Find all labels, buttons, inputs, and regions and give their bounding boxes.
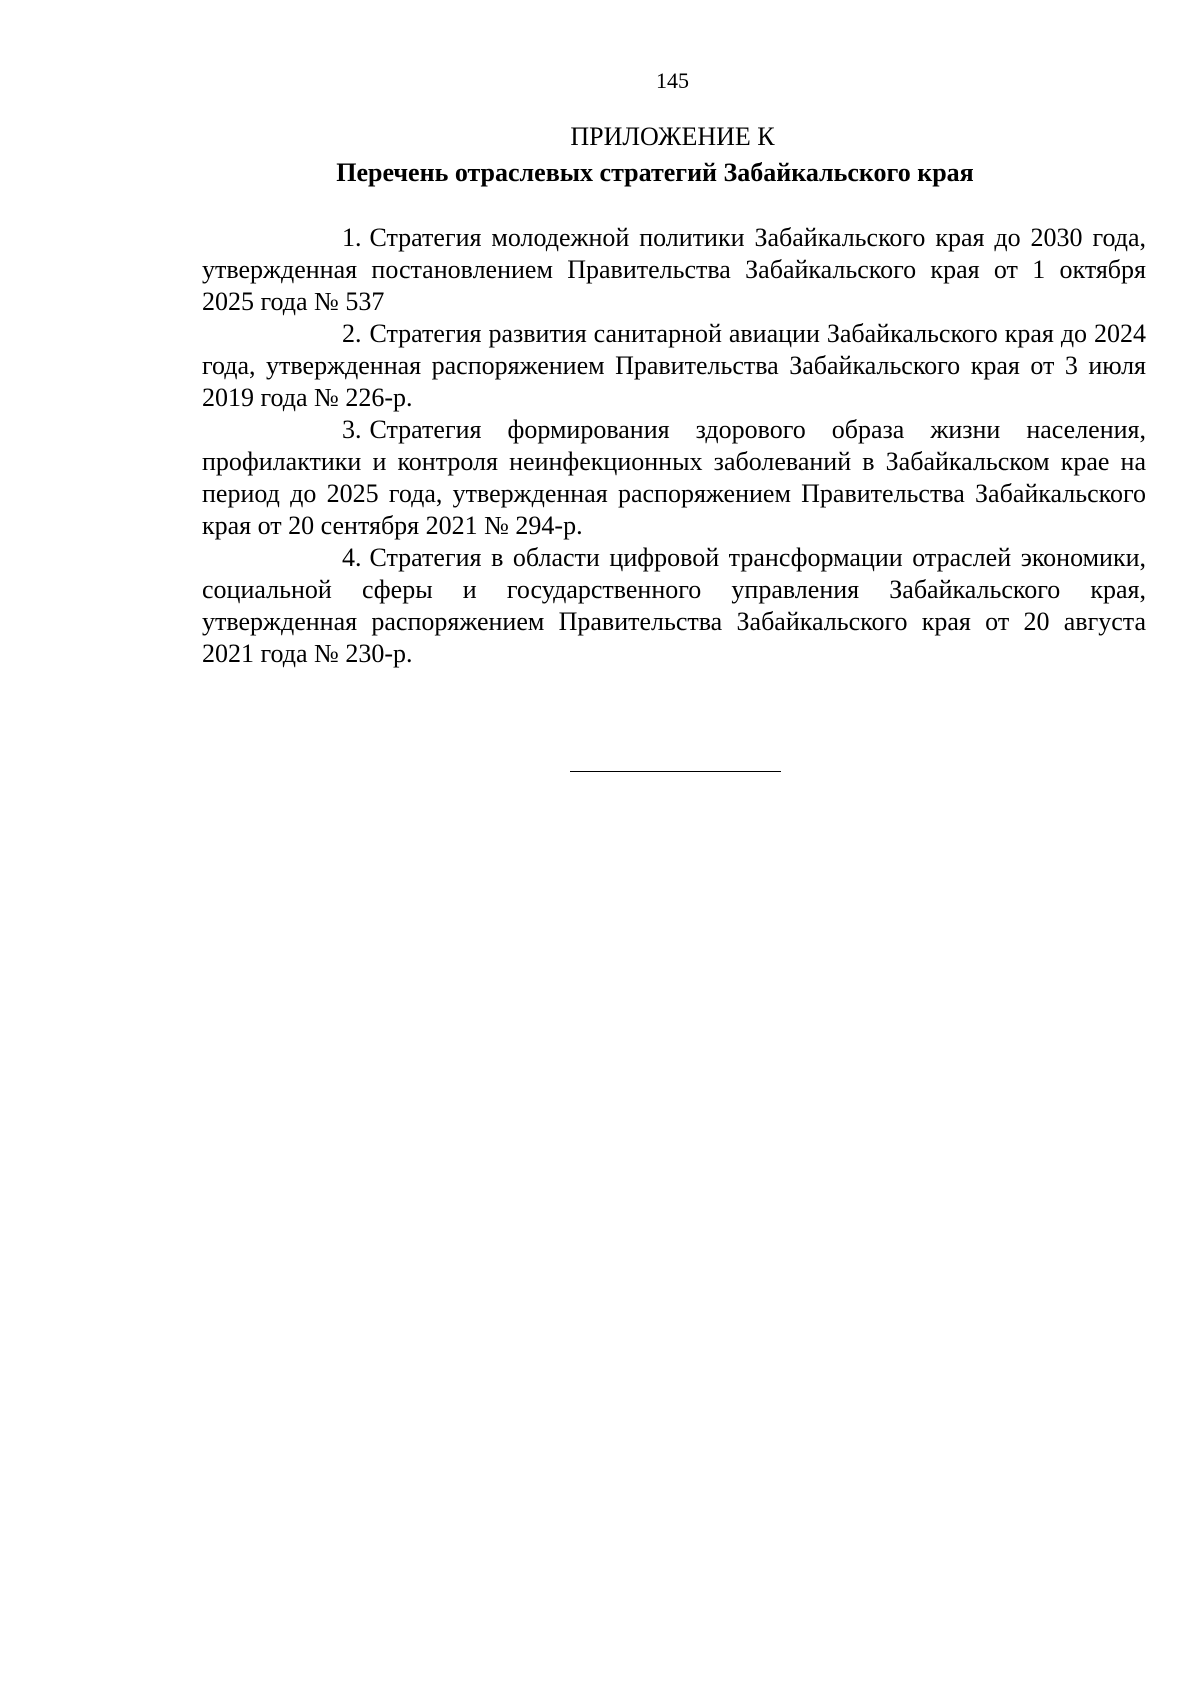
list-title: Перечень отраслевых стратегий Забайкальского края xyxy=(336,158,974,187)
page-number: 145 xyxy=(656,68,689,93)
list-item xyxy=(202,318,1146,414)
list-item-number: 3. xyxy=(342,415,362,444)
end-separator-line xyxy=(570,771,781,772)
strategy-list xyxy=(202,222,1146,670)
list-item-number: 1. xyxy=(342,223,362,252)
list-item-text: Стратегия развития санитарной авиации Забайкальского края до 2024 года, утвержденная распоряжением Правительства Забайкальского края от 3 июля 2019 года № 226-р. xyxy=(202,319,1146,412)
list-item-text: Стратегия в области цифровой трансформации отраслей экономики, социальной сферы и государственного управления Забайкальского края, утвержденная распоряжением Правительства Забайкальского края от 20 августа 2021 года № 230-р. xyxy=(202,543,1146,668)
list-item-text: Стратегия молодежной политики Забайкальского края до 2030 года, утвержденная постановлением Правительства Забайкальского края от 1 октября 2025 года № 537 xyxy=(202,223,1146,316)
list-item xyxy=(202,222,1146,318)
list-item xyxy=(202,542,1146,670)
list-item-number: 4. xyxy=(342,543,362,572)
list-item-text: Стратегия формирования здорового образа жизни населения, профилактики и контроля неинфекционных заболеваний в Забайкальском крае на период до 2025 года, утвержденная распоряжением Правительства Забайкальского края от 20 сентября 2021 № 294-р. xyxy=(202,415,1146,540)
list-item-number: 2. xyxy=(342,319,362,348)
appendix-title: ПРИЛОЖЕНИЕ К xyxy=(570,122,775,151)
list-item xyxy=(202,414,1146,542)
